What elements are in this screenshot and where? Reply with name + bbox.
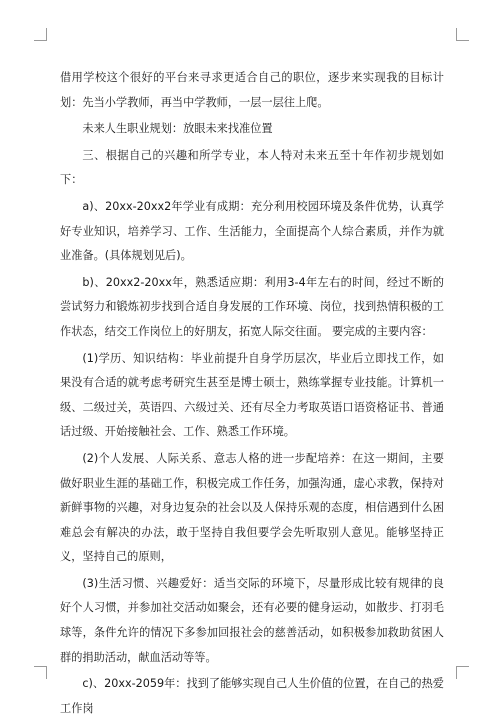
crop-mark-bottom-left [34,666,47,679]
crop-mark-top-left [34,28,47,41]
paragraph-stage-b: b)、20xx2-20xx年，熟悉适应期：利用3-4年左右的时间，经过不断的尝试努力和锻炼初步找到合适自身发展的工作环境、岗位，找到热情积极的工作状态，结交工作岗位上的好朋友，拓宽人际交往面。 要完成的主要内容： [60,275,444,338]
crop-mark-top-right [456,28,469,41]
paragraph-stage-a: a)、20xx-20xx2年学业有成期：充分利用校园环境及条件优势，认真学好专业知识，培养学习、工作、生活能力，全面提高个人综合素质，并作为就业准备。(具体规划见后)。 [60,199,444,263]
paragraph-item-1: (1)学历、知识结构：毕业前提升自身学历层次，毕业后立即找工作，如果没有合适的就考虑考研究生甚至是博士硕士，熟练掌握专业技能。计算机一级、二级过关，英语四、六级过关、还有尽全力考取英语口语资格证书、普通话过级、开始接触社会、工作、熟悉工作环境。 [60,351,444,439]
paragraph-continuation: 借用学校这个很好的平台来寻求更适合自己的职位，逐步来实现我的目标计划：先当小学教师，再当中学教师，一层一层往上爬。 [60,71,444,109]
paragraph-subtitle: 未来人生职业规划：放眼未来找准位置 [82,122,273,136]
paragraph-stage-c: c)、20xx-2059年：找到了能够实现自己人生价值的位置，在自己的热爱工作岗 [60,677,444,715]
document-body [60,66,444,723]
crop-mark-bottom-right [456,666,469,679]
paragraph-section-three: 三、根据自己的兴趣和所学专业，本人特对未来五至十年作初步规划如下： [60,148,444,187]
paragraph-item-3: (3)生活习惯、兴趣爱好：适当交际的环境下，尽量形成比较有规律的良好个人习惯，并参加社交活动如聚会，还有必要的健身运动，如散步、打羽毛球等，条件允许的情况下多参加回报社会的慈善活动，如积极参加救助贫困人群的捐助活动，献血活动等等。 [60,576,444,664]
paragraph-item-2: (2)个人发展、人际关系、意志人格的进一步配培养：在这一期间，主要做好职业生涯的基础工作，积极完成工作任务，加强沟通，虚心求教，保持对新鲜事物的兴趣，对身边复杂的社会以及人保持乐观的态度，相信遇到什么困难总会有解决的办法，敢于坚持自我但要学会先听取别人意见。能够坚持正义，坚持自己的原则， [60,451,444,564]
